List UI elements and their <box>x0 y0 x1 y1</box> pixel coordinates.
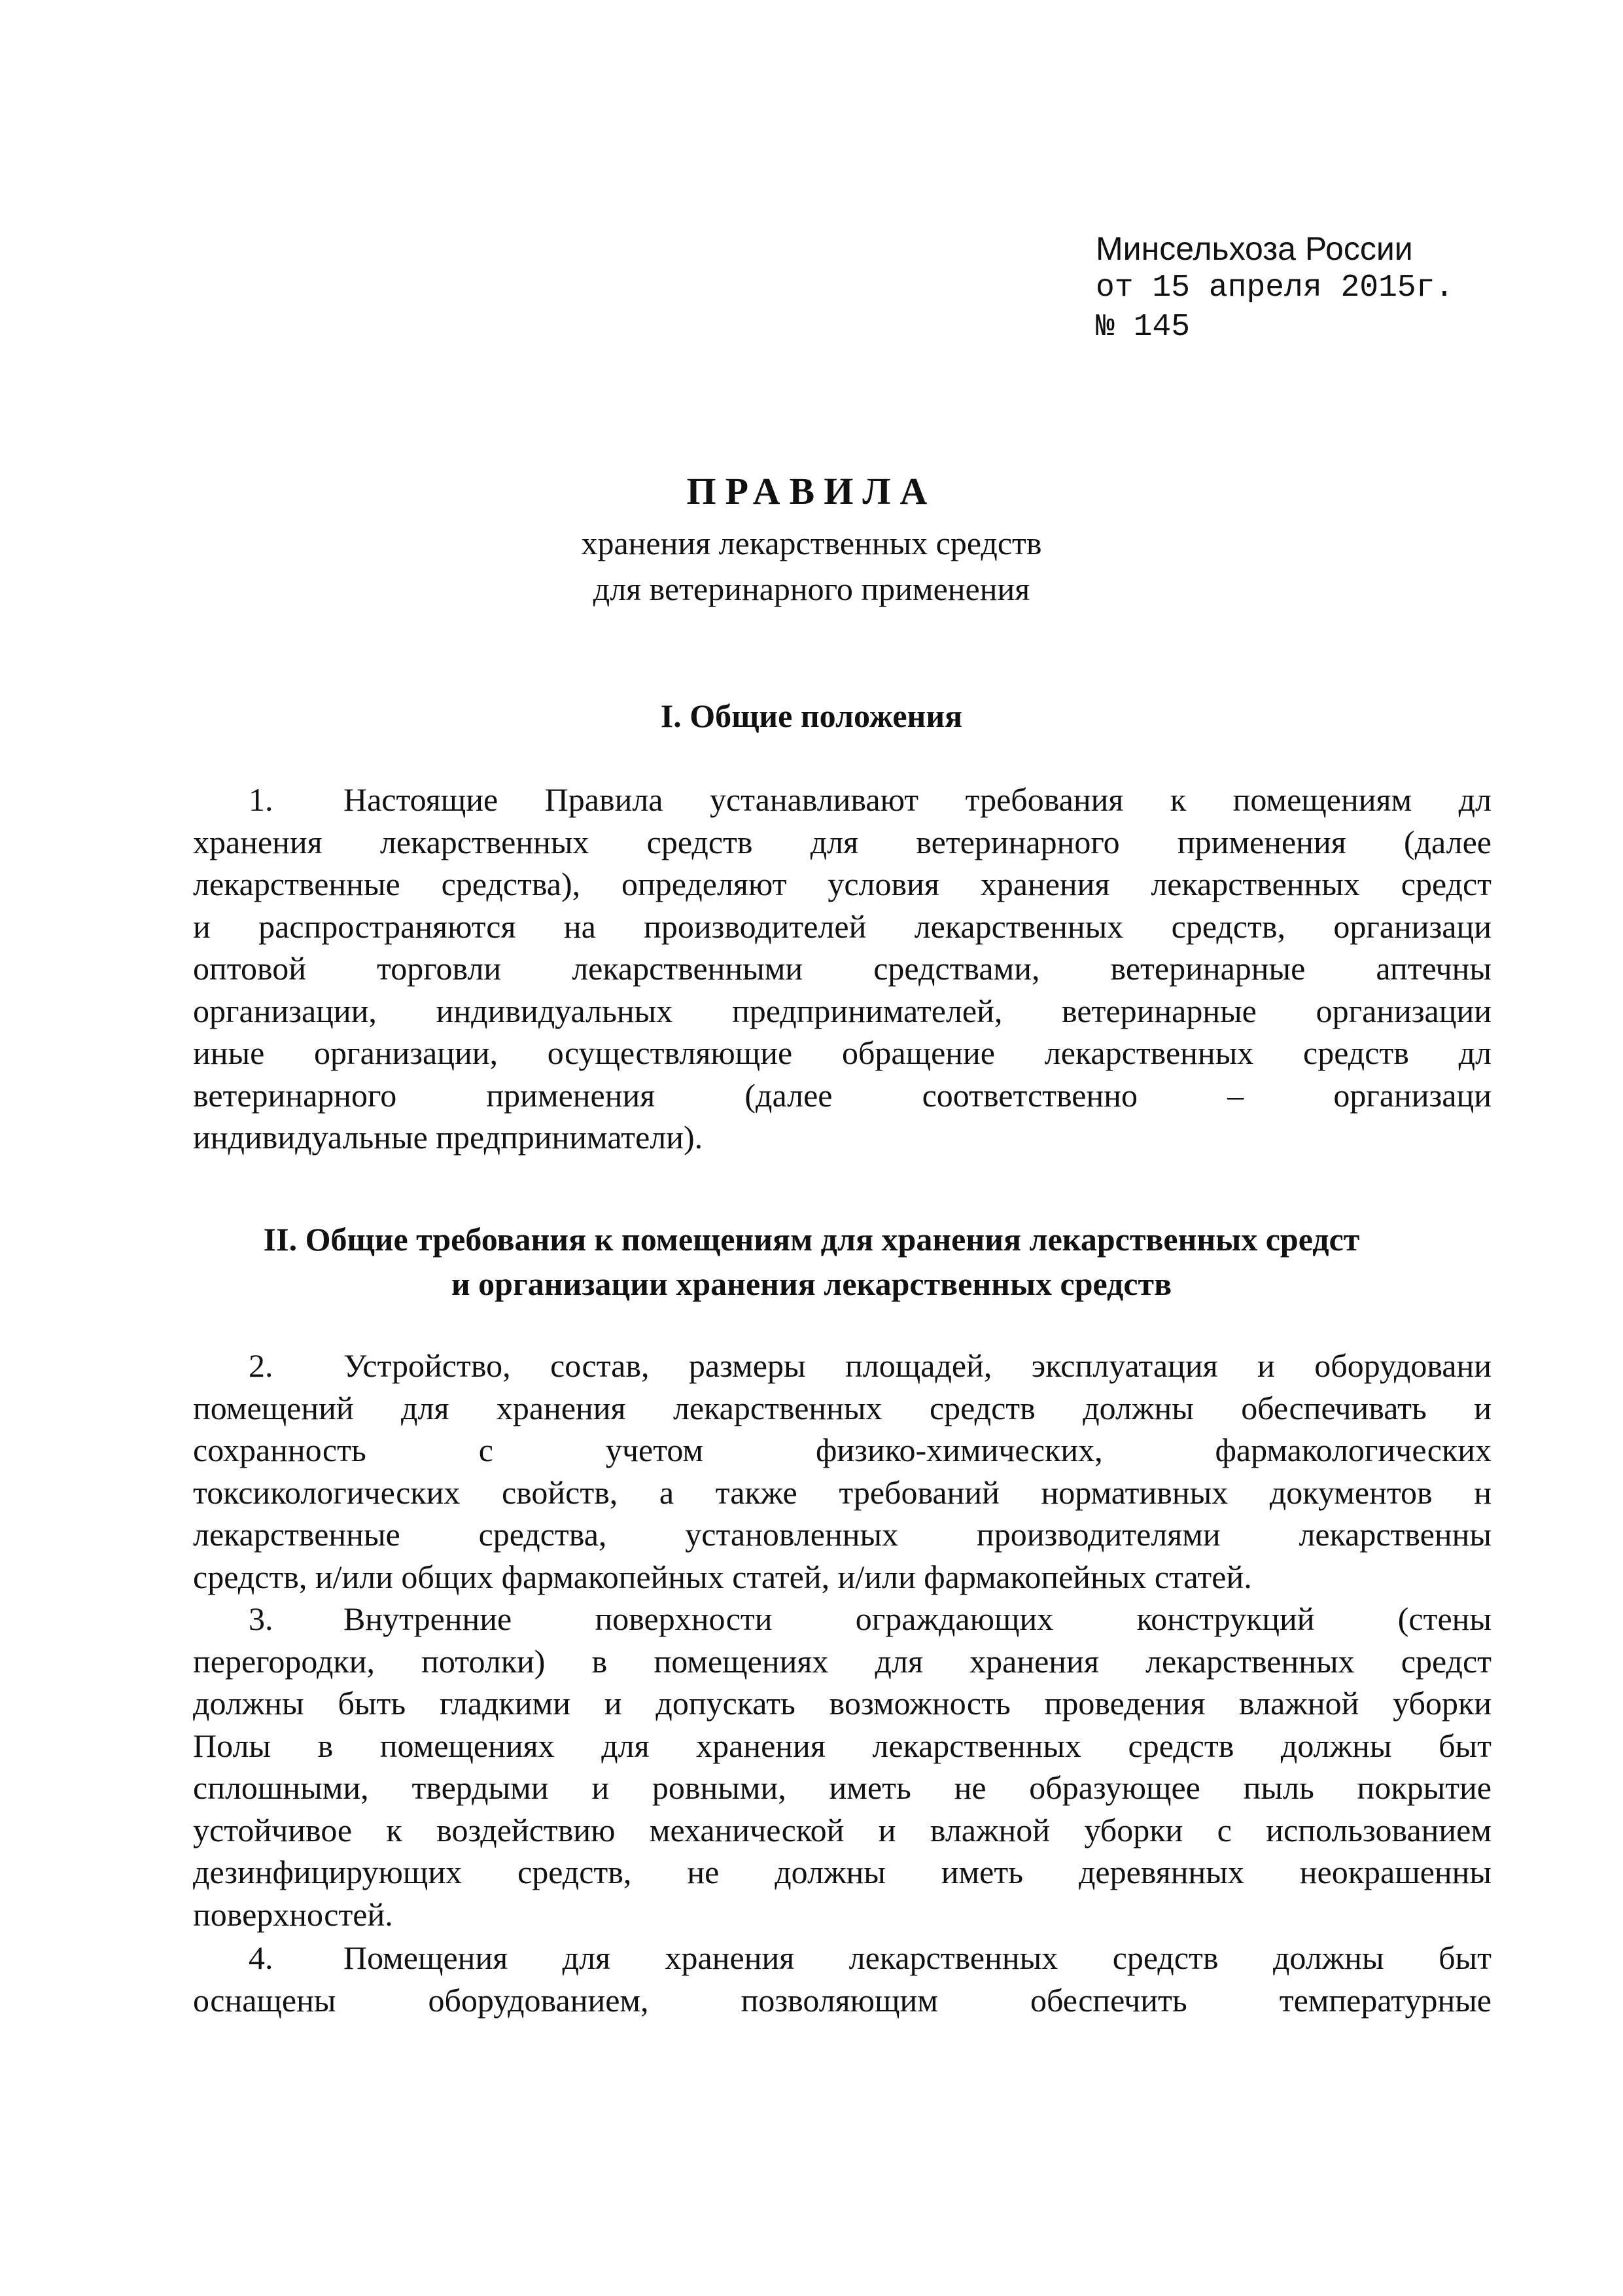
paragraph-line: сплошными, твердыми и ровными, иметь не образующее пыль покрытие <box>193 1769 1492 1806</box>
subtitle-line-1: хранения лекарственных средств <box>581 525 1042 561</box>
paragraph-line: оснащены оборудованием, позволяющим обеспечить температурные <box>193 1981 1492 2019</box>
paragraph-line: организации, индивидуальных предпринимателей, ветеринарные организации <box>193 992 1492 1029</box>
paragraph-line: должны быть гладкими и допускать возможность проведения влажной уборки <box>193 1685 1492 1722</box>
section-2-heading <box>0 1217 1623 1306</box>
paragraph-line: дезинфицирующих средств, не должны иметь деревянных неокрашенны <box>193 1854 1492 1890</box>
section-1-heading <box>0 694 1623 738</box>
paragraph-line: 4. Помещения для хранения лекарственных средств должны быт <box>0 1937 1623 1979</box>
paragraph-line: индивидуальные предприниматели). <box>193 1119 703 1156</box>
paragraph-line: иные организации, осуществляющие обращение лекарственных средств дл <box>193 1034 1492 1071</box>
paragraph-line: и распространяются на производителей лекарственных средств, организаци <box>193 908 1492 945</box>
section-1-heading-text: I. Общие положения <box>660 698 963 734</box>
paragraph-line: Полы в помещениях для хранения лекарственных средств должны быт <box>193 1727 1492 1764</box>
section-2-heading-line-1: II. Общие требования к помещениям для хранения лекарственных средст <box>263 1221 1360 1258</box>
paragraph-line: 2. Устройство, состав, размеры площадей, эксплуатация и оборудовани <box>0 1345 1623 1387</box>
paragraph-line: перегородки, потолки) в помещениях для хранения лекарственных средст <box>193 1642 1492 1680</box>
paragraph-2 <box>0 1345 1623 1598</box>
header-number: № 145 <box>1096 309 1191 345</box>
paragraph-number: 2. <box>249 1347 273 1384</box>
paragraph-line: сохранность с учетом физико-химических, фармакологических <box>193 1432 1492 1468</box>
scan-right-edge <box>1493 752 1623 2296</box>
paragraph-line: поверхностей. <box>193 1896 393 1933</box>
paragraph-number: 3. <box>249 1600 273 1637</box>
section-2-heading-line-2: и организации хранения лекарственных средств <box>451 1265 1172 1302</box>
paragraph-line: 1. Настоящие Правила устанавливают требования к помещениям дл <box>0 779 1623 821</box>
paragraph-line: ветеринарного применения (далее соответственно – организаци <box>193 1076 1492 1114</box>
document-title: ПРАВИЛА <box>686 470 937 512</box>
subtitle-line-2: для ветеринарного применения <box>593 571 1030 607</box>
paragraph-line: лекарственные средства), определяют условия хранения лекарственных средст <box>193 866 1492 902</box>
approval-header <box>1096 229 1554 347</box>
paragraph-4 <box>0 1937 1623 2021</box>
header-org: Минсельхоза России <box>1096 230 1413 267</box>
paragraph-line: оптовой торговли лекарственными средствами, ветеринарные аптечны <box>193 950 1492 987</box>
paragraph-line: хранения лекарственных средств для ветеринарного применения (далее <box>193 823 1492 860</box>
paragraph-line: помещений для хранения лекарственных средств должны обеспечивать и <box>193 1389 1492 1426</box>
paragraph-3 <box>0 1598 1623 1935</box>
paragraph-number: 4. <box>249 1939 273 1976</box>
header-date: от 15 апреля 2015г. <box>1096 270 1454 306</box>
paragraph-line: средств, и/или общих фармакопейных статей, и/или фармакопейных статей. <box>193 1558 1252 1595</box>
paragraph-line: лекарственные средства, установленных производителями лекарственны <box>193 1516 1492 1553</box>
paragraph-line: токсикологических свойств, а также требований нормативных документов н <box>193 1474 1492 1511</box>
paragraph-line: устойчивое к воздействию механической и влажной уборки с использованием <box>193 1811 1492 1848</box>
paragraph-line: 3. Внутренние поверхности ограждающих конструкций (стены <box>0 1598 1623 1640</box>
document-subtitle <box>0 520 1623 612</box>
paragraph-1 <box>0 779 1623 1159</box>
paragraph-number: 1. <box>249 781 273 818</box>
